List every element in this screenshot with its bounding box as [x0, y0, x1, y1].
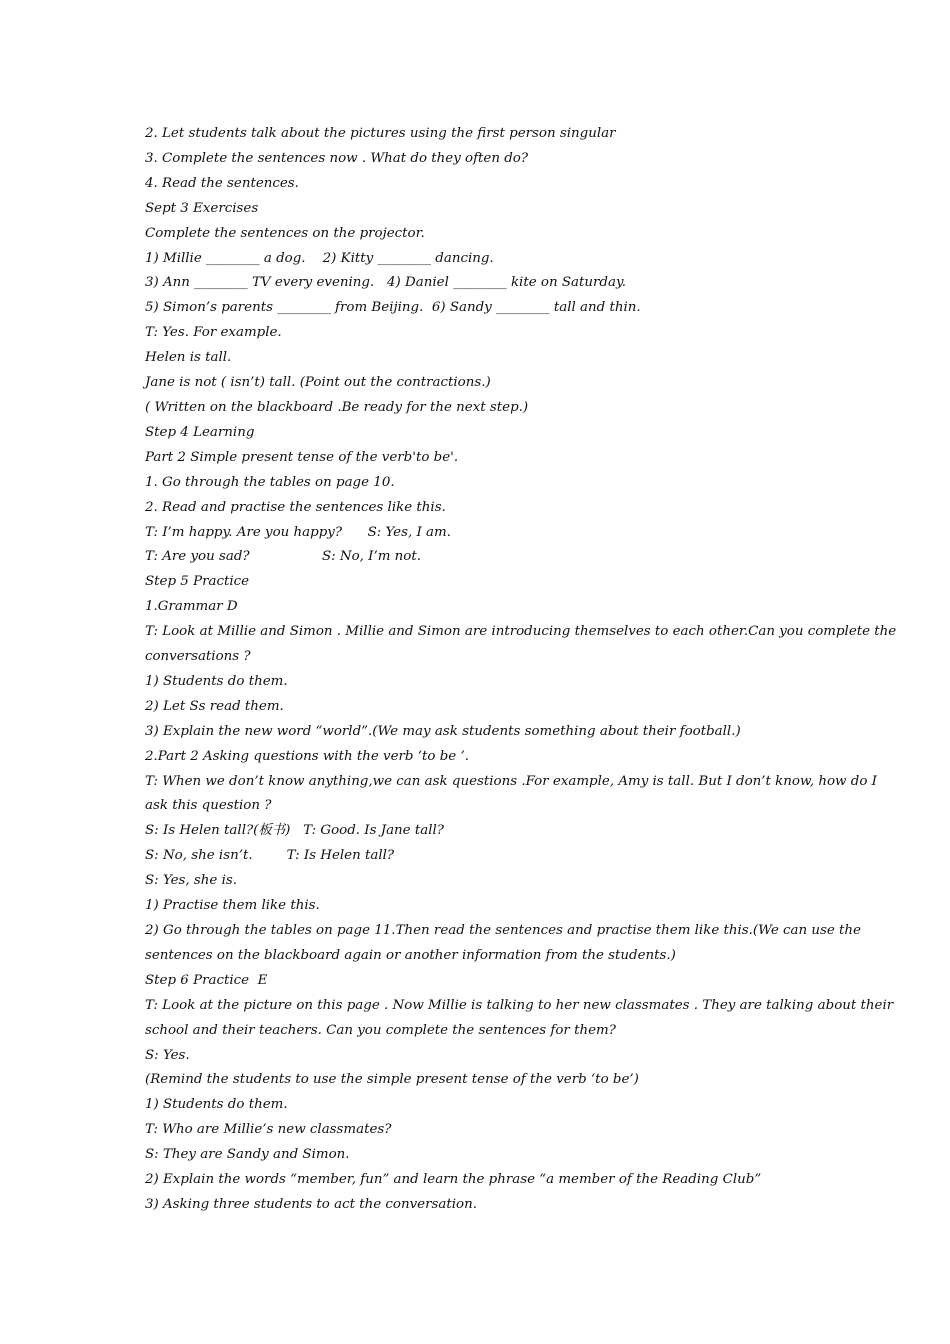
text-line: T: Yes. For example. — [145, 325, 282, 341]
dialogue-line: conversations ? — [145, 649, 251, 665]
text-line: 1.Grammar D — [145, 599, 238, 615]
text-line: 2. Read and practise the sentences like this. — [145, 499, 446, 515]
dialogue-line: S: Yes, she is. — [145, 873, 238, 889]
text-line: 2.Part 2 Asking questions with the verb ‘to be ’. — [145, 748, 469, 764]
section-heading: Step 5 Practice — [145, 574, 250, 590]
text-line: 2) Explain the words “member, fun” and learn the phrase “a member of the Reading Club” — [145, 1172, 762, 1188]
text-line: sentences on the blackboard again or another information from the students.) — [145, 947, 676, 963]
lesson-plan-text — [145, 122, 897, 1218]
text-line: 3. Complete the sentences now . What do they often do? — [145, 150, 529, 166]
text-line: 2) Go through the tables on page 11.Then read the sentences and practise them like this.(We can use the — [145, 923, 861, 938]
dialogue-line: S: Is Helen tall?(板书) T: Good. Is Jane tall? — [145, 823, 444, 839]
text-line: 2. Let students talk about the pictures using the first person singular — [145, 126, 616, 141]
text-line: 1) Practise them like this. — [145, 898, 320, 914]
exercise-line: 3) Ann ________ TV every evening. 4) Daniel ________ kite on Saturday. — [145, 275, 627, 291]
text-line: 1) Students do them. — [145, 1097, 288, 1113]
dialogue-line: S: Yes. — [145, 1047, 190, 1063]
text-line: 4. Read the sentences. — [145, 175, 299, 191]
text-line: ( Written on the blackboard .Be ready for the next step.) — [145, 399, 529, 415]
dialogue-line: T: Look at the picture on this page . Now Millie is talking to her new classmates . They are talking about their — [145, 997, 894, 1013]
text-line: 1. Go through the tables on page 10. — [145, 474, 395, 490]
section-heading: Step 4 Learning — [145, 424, 255, 440]
dialogue-line: S: No, she isn’t. T: Is Helen tall? — [145, 848, 395, 864]
dialogue-line: T: When we don’t know anything,we can ask questions .For example, Amy is tall. But I don’t know, how do I — [145, 773, 877, 789]
text-line: 2) Let Ss read them. — [145, 698, 284, 714]
exercise-line: 5) Simon’s parents ________ from Beijing. 6) Sandy ________ tall and thin. — [145, 300, 641, 316]
dialogue-line: T: I’m happy. Are you happy? S: Yes, I am. — [145, 524, 451, 540]
dialogue-line: T: Look at Millie and Simon . Millie and Simon are introducing themselves to each other.Can you complete the — [145, 624, 897, 640]
text-line: 3) Explain the new word “world”.(We may ask students something about their football.) — [145, 723, 741, 739]
text-line: Part 2 Simple present tense of the verb'to be'. — [145, 449, 459, 465]
text-line: Complete the sentences on the projector. — [145, 225, 425, 241]
exercise-line: 1) Millie ________ a dog. 2) Kitty ________ dancing. — [145, 250, 494, 266]
text-line: Jane is not ( isn’t) tall. (Point out the contractions.) — [145, 375, 491, 391]
dialogue-line: T: Who are Millie’s new classmates? — [145, 1122, 392, 1138]
dialogue-line: school and their teachers. Can you complete the sentences for them? — [145, 1022, 616, 1038]
section-heading: Sept 3 Exercises — [145, 200, 259, 216]
text-line: 1) Students do them. — [145, 673, 288, 689]
dialogue-line: S: They are Sandy and Simon. — [145, 1147, 350, 1163]
text-line: Helen is tall. — [145, 350, 232, 366]
section-heading: Step 6 Practice E — [145, 972, 268, 988]
text-line: 3) Asking three students to act the conversation. — [145, 1196, 477, 1212]
dialogue-line: ask this question ? — [145, 798, 272, 814]
text-line: (Remind the students to use the simple present tense of the verb ‘to be’) — [145, 1072, 639, 1088]
dialogue-line: T: Are you sad? S: No, I’m not. — [145, 549, 422, 565]
